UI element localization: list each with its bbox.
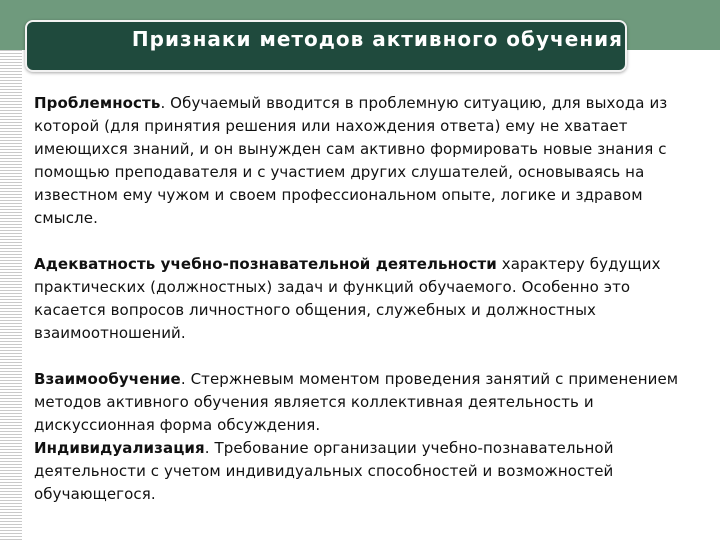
paragraph-text: Стержневым моментом проведения занятий с применением методов активного обучения является коллективная деятельность и дискуссионная форма обсуждения.	[34, 370, 679, 434]
paragraph-text: Требование организации учебно-познавательной деятельности с учетом индивидуальных способностей и возможностей обучающегося.	[34, 439, 614, 503]
term-mutual-learning: Взаимообучение	[34, 370, 181, 388]
spacer	[34, 345, 694, 368]
term-problematic: Проблемность	[34, 94, 161, 112]
spacer	[34, 230, 694, 253]
slide-title: Признаки методов активного обучения	[25, 20, 627, 72]
paragraph-individualization	[34, 437, 694, 506]
paragraph-mutual-learning	[34, 368, 694, 437]
paragraph-text: характеру будущих практических (должностных) задач и функций обучаемого. Особенно это касается вопросов личностного общения, служебных и должностных взаимоотношений.	[34, 255, 661, 342]
decorative-stripes	[0, 50, 22, 540]
paragraph-text: Обучаемый вводится в проблемную ситуацию, для выхода из которой (для принятия решения или нахождения ответа) ему не хватает имеющихся знаний, и он вынужден сам активно формировать новые знания с помощью преподавателя и с участием других слушателей, основываясь на известном ему чужом и своем профессиональном опыте, логике и здравом смысле.	[34, 94, 668, 227]
slide-content	[34, 92, 694, 506]
term-adequacy: Адекватность учебно-познавательной деятельности	[34, 255, 497, 273]
term-punct: .	[160, 94, 166, 112]
paragraph-problematic	[34, 92, 694, 230]
term-punct: .	[180, 370, 186, 388]
term-punct: .	[204, 439, 210, 457]
term-individualization: Индивидуализация	[34, 439, 205, 457]
paragraph-adequacy	[34, 253, 694, 345]
